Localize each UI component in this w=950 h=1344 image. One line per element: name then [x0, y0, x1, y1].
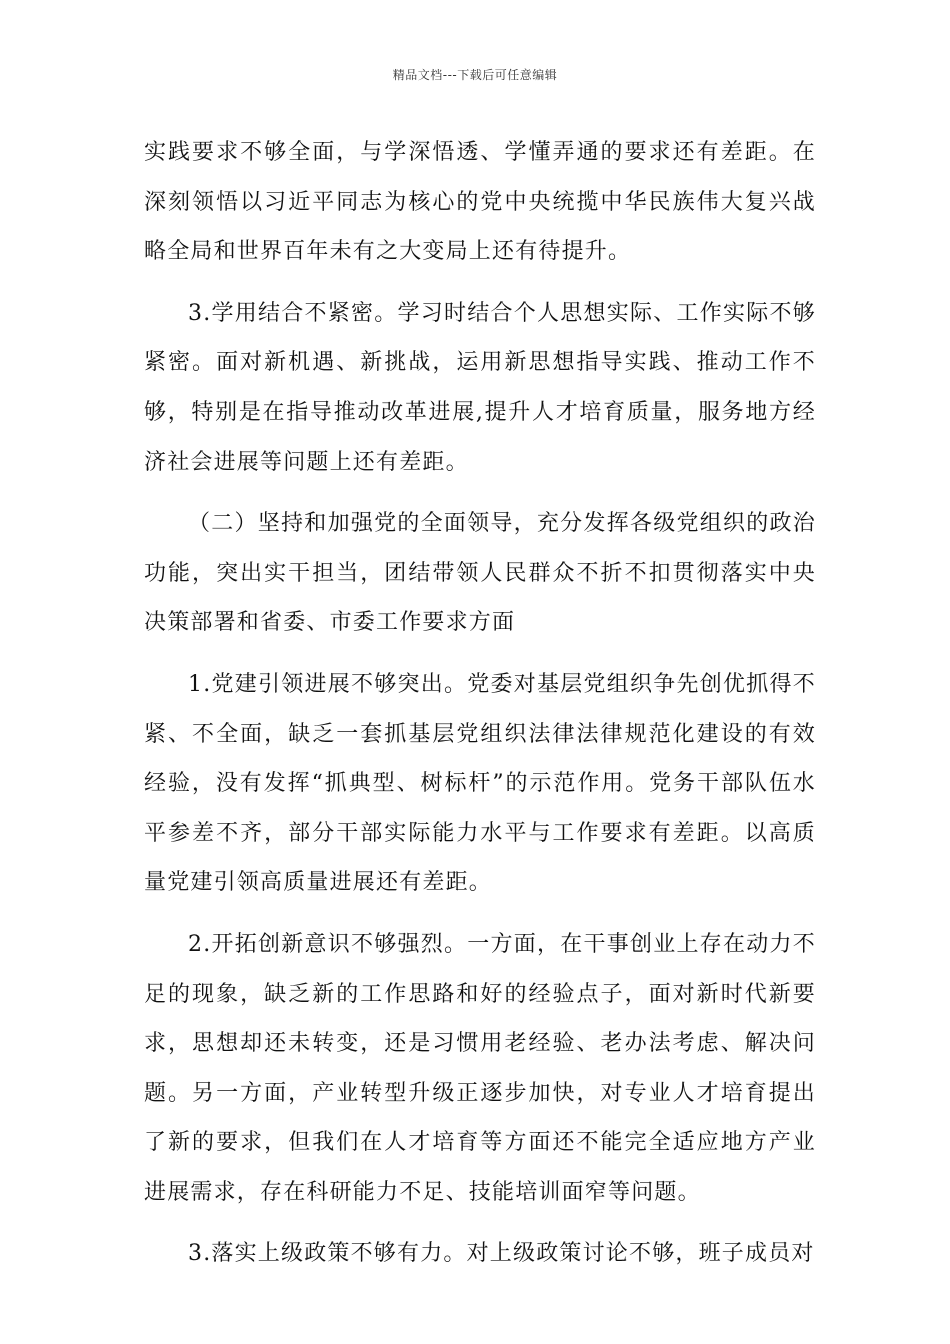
paragraph-item-1-party-building: 1.党建引领进展不够突出。党委对基层党组织争先创优抓得不紧、不全面，缺乏一套抓基层党组织法律法律规范化建设的有效经验，没有发挥“抓典型、树标杆”的示范作用。党务干部队伍水平参差不齐，部分干部实际能力水平与工作要求有差距。以高质量党建引领高质量进展还有差距。 [144, 671, 816, 896]
paragraph-item-3-policy: 3.落实上级政策不够有力。对上级政策讨论不够，班子成员对 [188, 1241, 815, 1267]
page-header: 精品文档---下载后可任意编辑 [392, 68, 558, 82]
paragraph-item-2-innovation: 2.开拓创新意识不够强烈。一方面，在干事创业上存在动力不足的现象，缺乏新的工作思路和好的经验点子，面对新时代新要求，思想却还未转变，还是习惯用老经验、老办法考虑、解决问题。另一方面，产业转型升级正逐步加快，对专业人才培育提出了新的要求，但我们在人才培育等方面还不能完全适应地方产业进展需求，存在科研能力不足、技能培训面窄等问题。 [144, 931, 816, 1205]
paragraph-item-3-study-application: 3.学用结合不紧密。学习时结合个人思想实际、工作实际不够紧密。面对新机遇、新挑战，运用新思想指导实践、推动工作不够，特别是在指导推动改革进展,提升人才培育质量，服务地方经济社会进展等问题上还有差距。 [144, 300, 816, 475]
section-heading-2: （二）坚持和加强党的全面领导，充分发挥各级党组织的政治功能，突出实干担当，团结带领人民群众不折不扣贯彻落实中央决策部署和省委、市委工作要求方面 [144, 511, 816, 636]
paragraph-continuation: 实践要求不够全面，与学深悟透、学懂弄通的要求还有差距。在深刻领悟以习近平同志为核心的党中央统揽中华民族伟大复兴战略全局和世界百年未有之大变局上还有待提升。 [144, 140, 816, 265]
document-body [144, 128, 816, 1291]
